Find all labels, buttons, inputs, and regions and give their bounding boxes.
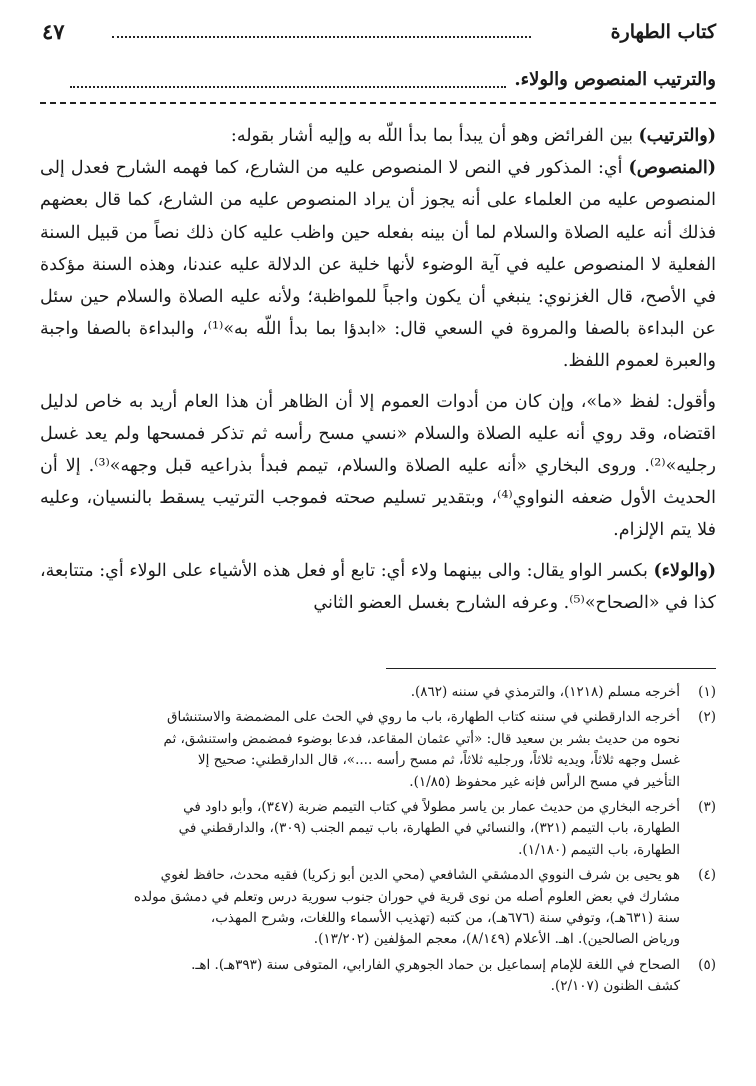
paragraph-mansus <box>40 152 716 377</box>
footnote-line: أخرجه الدارقطني في سننه كتاب الطهارة، باب ما روي في الحث على المضمضة والاستنشاق <box>167 709 680 726</box>
footnote-number: (١) <box>698 684 716 700</box>
footnote-text <box>40 707 680 793</box>
footnote-line: غسل وجهه ثلاثاً، ويديه ثلاثاً، ورجليه ثلاثاً، ثم مسح رأسه ....»، قال الدارقطني: صحيح إلا <box>197 752 680 769</box>
paragraph-text: أي: المذكور في النص لا المنصوص عليه من الشارع، كما فهمه الشارح فعدل إلى المنصوص عليه من العلماء على أنه يجوز أن يراد المنصوص عليه من الشارع، كما قال بعضهم فذلك أنه عليه الصلاة والسلام لما أن بينه بفعله حين واظب عليه كان ذلك نصاً من قبيل السنة الفعلية لا المنصوص عليه في آية الوضوء لأنها خلية عن الدلالة عليه عندنا، وهذه السنة مؤكدة في الأصح، قال الغزنوي: ينبغي أن يكون واجباً للمواظبة؛ ولأنه عليه الصلاة والسلام حين سئل عن البداءة بالصفا والمروة في السعي قال: «ابدؤا بما بدأ اللّه به»⁽¹⁾، والبداءة بالصفا واجبة والعبرة لعموم اللفظ. <box>40 158 716 372</box>
footnote-line: مشارك في بعض العلوم أصله من نوى قرية في حوران جنوب سورية درس وتعلم في دمشق مولده <box>133 888 680 905</box>
paragraph-text: بكسر الواو يقال: والى بينهما ولاء أي: تابع أو فعل هذه الأشياء على الولاء أي: متتابعة، كذا في «الصحاح»⁽⁵⁾. وعرفه الشارح بغسل العضو الثاني <box>40 560 716 613</box>
footnote-line: الطهارة، باب التيمم (١/١٨٠). <box>518 841 680 858</box>
heading-leader-dots <box>70 86 506 88</box>
page-number: ٤٧ <box>42 19 65 44</box>
paragraph-tartib <box>40 120 716 152</box>
footnote-number: (٥) <box>698 956 716 973</box>
paragraph-text: بين الفرائض وهو أن يبدأ بما بدأ اللّه به وإليه أشار بقوله: <box>230 126 639 146</box>
footnote-item <box>40 955 716 998</box>
footnote-text <box>40 865 680 951</box>
footnote-line: التأخير في مسح الرأس فإنه غير محفوظ (١/٨٥). <box>409 773 680 790</box>
footnote-number: (٤) <box>698 867 716 884</box>
term-wala: (والولاء) <box>653 560 716 581</box>
commentary-body <box>40 120 716 619</box>
footnote-item <box>40 707 716 793</box>
footnotes <box>40 682 716 1002</box>
paragraph-wala <box>40 555 716 619</box>
footnote-item <box>40 865 716 951</box>
term-tartib: (والترتيب) <box>638 126 716 146</box>
footnote-separator <box>386 668 716 669</box>
footnote-line: الطهارة، باب التيمم (٣٢١)، والنسائي في الطهارة، باب تيمم الجنب (٣٠٩)، والدارقطني في <box>178 820 680 837</box>
term-mansus: (المنصوص) <box>628 158 716 179</box>
running-header <box>42 18 716 48</box>
footnote-text <box>40 797 680 861</box>
footnote-text <box>40 955 680 998</box>
footnote-item <box>40 682 716 703</box>
section-heading-text: والترتيب المنصوص والولاء. <box>514 69 716 90</box>
dashed-divider <box>40 102 716 104</box>
footnote-text <box>40 682 680 703</box>
book-title: كتاب الطهارة <box>610 21 716 43</box>
footnote-number: (٢) <box>698 709 716 726</box>
footnote-line: سنة (٦٣١هـ)، وتوفي سنة (٦٧٦هـ)، من كتبه (تهذيب الأسماء واللغات، وشرح المهذب، <box>210 910 680 927</box>
paragraph-text: وأقول: لفظ «ما»، وإن كان من أدوات العموم إلا أن الظاهر أن هذا العام أريد به خاص لدليل اقتضاه، وقد روي أنه عليه الصلاة والسلام «نسي مسح رأسه ثم تذكر فمسحها ولم يعد غسل رجليه»⁽²⁾. وروى البخاري «أنه عليه الصلاة والسلام، تيمم فبدأ بذراعيه قبل وجهه»⁽³⁾. إلا أن الحديث الأول ضعفه النواوي⁽⁴⁾، وبتقدير تسليم صحته فموجب الترتيب يسقط بالنسيان، وعليه فلا يتم الإلزام. <box>40 391 716 541</box>
footnote-line: كشف الظنون (٢/١٠٧). <box>550 978 680 995</box>
footnote-number: (٣) <box>698 799 716 816</box>
footnote-line: نحوه من حديث بشر بن سعيد قال: «أتي عثمان المقاعد، فدعا بوضوء فمضمض واستنشق، ثم <box>163 730 680 747</box>
footnote-line: الصحاح في اللغة للإمام إسماعيل بن حماد الجوهري الفارابي، المتوفى سنة (٣٩٣هـ). اهـ. <box>191 956 680 973</box>
header-leader-dots <box>112 36 531 38</box>
footnote-line: أخرجه البخاري من حديث عمار بن ياسر مطولاً في كتاب التيمم ضربة (٣٤٧)، وأبو داود في <box>183 799 680 816</box>
footnote-line: ورياض الصالحين). اهـ. الأعلام (٨/١٤٩)، معجم المؤلفين (١٣/٢٠٢). <box>313 931 680 948</box>
footnote-item <box>40 797 716 861</box>
section-heading <box>70 66 716 96</box>
footnote-line: هو يحيى بن شرف النووي الدمشقي الشافعي (محي الدين أبو زكريا) فقيه محدث، حافظ لغوي <box>160 867 680 884</box>
footnote-line: أخرجه مسلم (١٢١٨)، والترمذي في سننه (٨٦٢). <box>410 684 680 700</box>
paragraph-aqulu <box>40 386 716 547</box>
